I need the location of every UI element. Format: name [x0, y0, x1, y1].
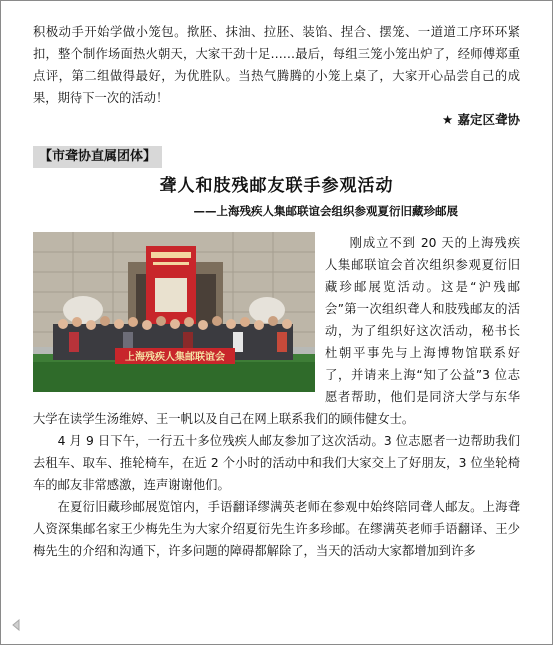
article-title: 聋人和肢残邮友联手参观活动 [159, 176, 394, 196]
article-body [33, 232, 520, 562]
intro-signature: ★ 嘉定区聋协 [441, 112, 520, 127]
back-arrow-icon[interactable] [9, 618, 23, 632]
group-photo-image [33, 232, 315, 392]
intro-paragraph: 积极动手开始学做小笼包。揿胚、抹油、拉胚、装馅、捏合、摆笼、一道道工序环环紧扣，整个制作场面热火朝天，大家干劲十足……最后，每组三笼小笼出炉了，经师傅郑重点评，第二组做得最好，为优胜队。当热气腾腾的小笼上桌了，大家开心品尝自己的成果，期待下一次的活动！ [33, 25, 520, 105]
body-paragraph-3: 在夏衍旧藏珍邮展览馆内，手语翻译缪满英老师在参观中始终陪同聋人邮友。上海聋人资深集邮名家王少梅先生为大家介绍夏衍先生许多珍邮。在缪满英老师手语翻译、王少梅先生的介绍和沟通下，许多问题的障碍都解除了，当天的活动大家都增加到许多 [33, 500, 520, 558]
document-page [33, 21, 520, 562]
group-photo [33, 232, 315, 392]
section-tag: 【市聋协直属团体】 [33, 146, 162, 168]
group-banner-text: 上海残疾人集邮联谊会 [125, 352, 225, 363]
article-subtitle: ——上海残疾人集邮联谊会组织参观夏衍旧藏珍邮展 [193, 204, 458, 218]
body-paragraph-1: 刚成立不到 20 天的上海残疾人集邮联谊会首次组织参观夏衍旧藏珍邮展览活动。这是“沪残邮会”第一次组织聋人和肢残邮友的活动，为了组织好这次活动，秘书长杜朝平事先与上海博物馆联系好了，并请来上海“知了公益”3 位志愿者帮助，他们是同济大学与东华大学在读学生汤维婷、王一帆以及自己在网上联系我们的顾伟健女士。 [33, 236, 520, 426]
body-paragraph-2: 4 月 9 日下午，一行五十多位残疾人邮友参加了这次活动。3 位志愿者一边帮助我们去租车、取车、推轮椅车，在近 2 个小时的活动中和我们大家交上了好朋友，3 位坐轮椅车的邮友非常感激，连声谢谢他们。 [33, 434, 520, 492]
